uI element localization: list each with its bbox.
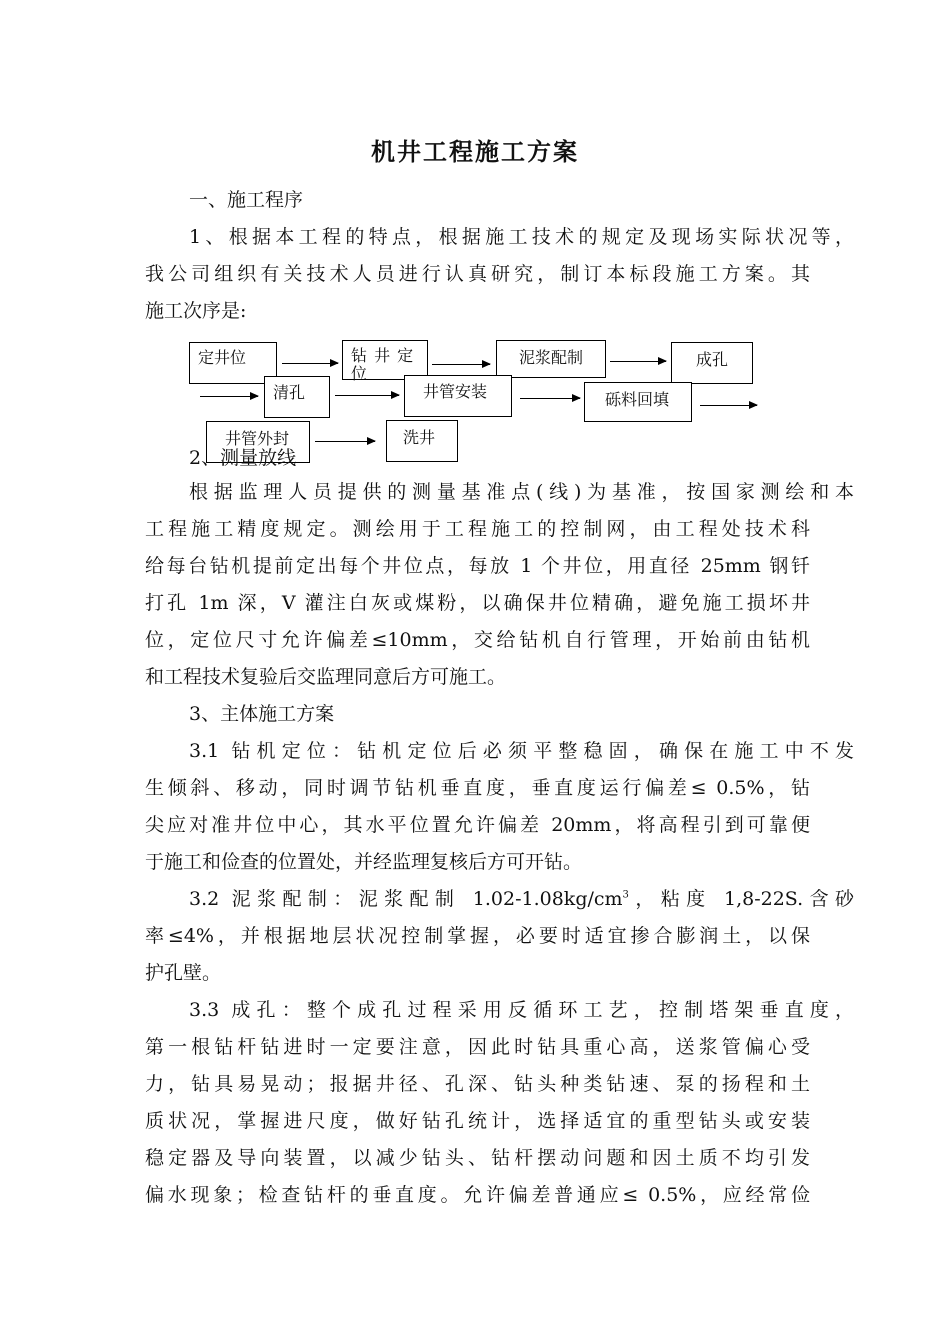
paragraph-line: 质状况，掌握进尺度，做好钻孔统计，选择适宜的重型钻头或安装 (145, 1110, 810, 1132)
paragraph-line: 力，钻具易晃动；报据井径、孔深、钻头种类钻速、泵的扬程和土 (145, 1073, 810, 1095)
paragraph-line: 工程施工精度规定。测绘用于工程施工的控制网，由工程处技术科 (145, 518, 810, 540)
flow-step-box: 井管外封 (206, 421, 310, 463)
paragraph-line: 第一根钻杆钻进时一定要注意，因此时钻具重心高，送浆管偏心受 (145, 1036, 810, 1058)
superscript: 3 (622, 889, 629, 901)
paragraph-line: 我公司组织有关技术人员进行认真研究，制订本标段施工方案。其 (145, 263, 810, 285)
flow-arrow (335, 395, 399, 396)
paragraph-line: 位，定位尺寸允许偏差≤10mm，交给钻机自行管理，开始前由钻机 (145, 629, 810, 651)
section-heading (145, 440, 854, 477)
flow-arrow (520, 398, 580, 399)
paragraph-line: 根据监理人员提供的测量基准点(线)为基准，按国家测绘和本 (189, 481, 854, 503)
paragraph-line: 偏水现象；检查钻杆的垂直度。允许偏差普通应≤ 0.5%，应经常俭 (145, 1184, 810, 1206)
section-heading: 一、施工程序 (189, 189, 304, 211)
paragraph-line: 打孔 1m 深，V 灌注白灰或煤粉，以确保井位精确，避免施工损坏井 (145, 592, 810, 614)
paragraph-line: 3.3 成孔：整个成孔过程采用反循环工艺，控制塔架垂直度， (189, 999, 854, 1021)
paragraph-line (145, 881, 854, 918)
page-title: 机井工程施工方案 (371, 137, 579, 166)
text-run: 3.2 泥浆配制：泥浆配制 1.02-1.08kg/cm (189, 888, 623, 910)
flow-arrow (610, 361, 666, 362)
paragraph-line: 3.1 钻机定位：钻机定位后必须平整稳固，确保在施工中不发 (189, 740, 854, 762)
section-heading: 3、主体施工方案 (189, 703, 335, 725)
paragraph-line: 率≤4%，并根据地层状况控制掌握，必要时适宜掺合膨润土，以保 (145, 925, 810, 947)
section-heading-text: 2、测量放线 (189, 447, 297, 469)
paragraph-line: 1、根据本工程的特点，根据施工技术的规定及现场实际状况等， (189, 226, 854, 248)
paragraph-line: 稳定器及导向装置，以减少钻头、钻杆摆动问题和因土质不均引发 (145, 1147, 810, 1169)
paragraph-line: 给每台钻机提前定出每个井位点，每放 1 个井位，用直径 25mm 钢钎 (145, 555, 810, 577)
flow-step-box: 定井位 (189, 342, 277, 384)
paragraph-line: 护孔壁。 (145, 962, 222, 984)
flow-arrow (700, 405, 757, 406)
paragraph-line: 施工次序是: (145, 300, 247, 322)
flow-step-box: 井管安装 (404, 375, 512, 417)
flow-step-box: 钻 井 定 位 (342, 340, 428, 380)
paragraph-line: 尖应对准井位中心，其水平位置允许偏差 20mm，将高程引到可靠便 (145, 814, 810, 836)
flow-step-box: 泥浆配制 (496, 340, 606, 378)
flow-arrow (282, 363, 338, 364)
flow-arrow (432, 364, 490, 365)
flow-step-box: 清孔 (264, 376, 330, 418)
text-run: ，粘度 1,8-22S.含砂 (628, 888, 855, 910)
flow-step-box: 砾料回填 (584, 382, 692, 422)
flow-step-box: 成孔 (671, 342, 753, 384)
paragraph-line: 于施工和俭查的位置处，并经监理复核后方可开钻。 (145, 851, 583, 873)
flow-arrow (200, 396, 258, 397)
paragraph-line: 生倾斜、移动，同时调节钻机垂直度，垂直度运行偏差≤ 0.5%，钻 (145, 777, 810, 799)
flow-step-box: 洗井 (386, 420, 458, 462)
paragraph-line: 和工程技术复验后交监理同意后方可施工。 (145, 666, 507, 688)
